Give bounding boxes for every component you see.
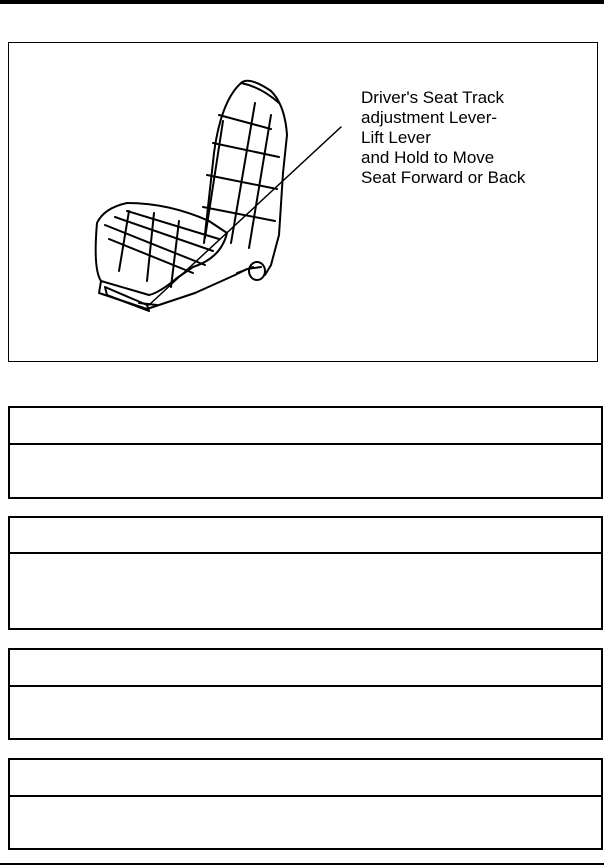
callout-line: Lift Lever bbox=[361, 128, 431, 147]
bottom-rule bbox=[0, 863, 604, 865]
notice-panel bbox=[8, 516, 603, 630]
notice-panel bbox=[8, 758, 603, 850]
callout-line: Driver's Seat Track bbox=[361, 88, 505, 107]
top-rule bbox=[0, 0, 604, 4]
notice-panel bbox=[8, 648, 603, 740]
callout-line: Seat Forward or Back bbox=[361, 168, 526, 187]
callout-line: adjustment Lever- bbox=[361, 108, 498, 127]
notice-panel-header bbox=[10, 518, 601, 554]
notice-panel-header bbox=[10, 760, 601, 797]
notice-panel bbox=[8, 406, 603, 499]
callout-line: and Hold to Move bbox=[361, 148, 495, 167]
recline-knob bbox=[249, 262, 265, 280]
notice-panel-header bbox=[10, 650, 601, 687]
seat-illustration-figure bbox=[8, 42, 598, 362]
notice-panel-header bbox=[10, 408, 601, 445]
callout-leader-line bbox=[149, 127, 341, 305]
seat-track-callout bbox=[361, 88, 525, 188]
